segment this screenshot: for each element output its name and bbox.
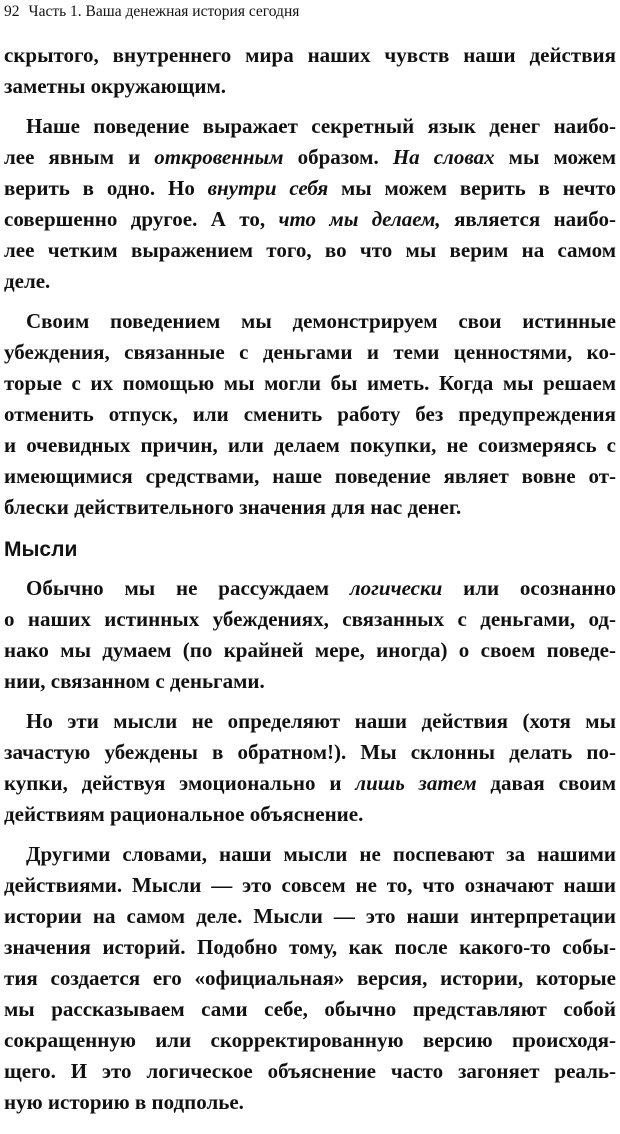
italic-text: лишь затем (355, 771, 477, 795)
text-line: действиями. Мысли — это совсем не то, что означают наши (4, 873, 616, 897)
paragraph (4, 839, 616, 1118)
text-line: убеждения, связанные с деньгами и теми ценностями, ко- (4, 340, 616, 364)
text-line: блески действительного значения для нас денег. (4, 495, 462, 519)
text-line: скрытого, внутреннего мира наших чувств наши действия (4, 43, 616, 67)
text-line: мы рассказываем сами себе, обычно представляют собой (4, 997, 616, 1021)
text-line: лее явным и откровенным образом. На словах мы можем (4, 145, 616, 169)
text-line: купки, действуя эмоционально и лишь затем давая своим (4, 771, 616, 795)
text-line: щего. И это логическое объяснение часто загоняет реаль- (4, 1059, 616, 1083)
text-line: значения историй. Подобно тому, как после какого-то собы- (4, 935, 616, 959)
text-line: торые с их помощью мы могли бы иметь. Когда мы решаем (4, 371, 616, 395)
italic-text: На словах (392, 145, 495, 169)
text-line: тия создается его «официальная» версия, истории, которые (4, 966, 616, 990)
text-line: сокращенную или скорректированную версию происходя- (4, 1028, 616, 1052)
text-line: лее четким выражением того, во что мы верим на самом (4, 238, 616, 262)
text-line: нако мы думаем (по крайней мере, иногда) о своем поведе- (4, 638, 616, 662)
section-heading: Мысли (4, 538, 78, 561)
text-line: и очевидных причин, или делаем покупки, не соизмеряясь с (4, 433, 616, 457)
text-line: заметны окружающим. (4, 74, 227, 98)
text-line: Обычно мы не рассуждаем логически или осознанно (26, 576, 616, 600)
text-line: о наших истинных убеждениях, связанных с деньгами, од- (4, 607, 616, 631)
italic-text: откровенным (154, 145, 284, 169)
body-text (4, 40, 616, 1118)
text-line: Но эти мысли не определяют наши действия (хотя мы (26, 709, 616, 733)
text-line: истории на самом деле. Мысли — это наши интерпретации (4, 904, 616, 928)
paragraph-continuation (4, 40, 616, 102)
page-number: 92 (4, 3, 20, 20)
text-line: действиям рациональное объяснение. (4, 802, 364, 826)
text-line: зачастую убеждены в обратном!). Мы склонны делать по- (4, 740, 616, 764)
paragraph (4, 706, 616, 830)
italic-text: внутри себя (207, 176, 329, 200)
paragraph (4, 111, 616, 297)
text-line: Наше поведение выражает секретный язык денег наибо- (26, 114, 616, 138)
text-line: совершенно другое. А то, что мы делаем, является наибо- (4, 207, 616, 231)
italic-text: логически (349, 576, 443, 600)
running-head-title: Часть 1. Ваша денежная история сегодня (28, 3, 300, 20)
text-line: имеющимися средствами, наше поведение являет вовне от- (4, 464, 616, 488)
text-line: нии, связанном с деньгами. (4, 669, 265, 693)
italic-text: что мы делаем, (278, 207, 441, 231)
text-line: верить в одно. Но внутри себя мы можем верить в нечто (4, 176, 616, 200)
text-line: деле. (4, 269, 51, 293)
paragraph (4, 573, 616, 697)
text-line: отменить отпуск, или сменить работу без предупреждения (4, 402, 616, 426)
text-line: Другими словами, наши мысли не поспевают за нашими (26, 842, 616, 866)
running-head (4, 2, 299, 22)
text-line: ную историю в подполье. (4, 1090, 244, 1114)
text-line: Своим поведением мы демонстрируем свои истинные (26, 309, 616, 333)
paragraph (4, 306, 616, 523)
